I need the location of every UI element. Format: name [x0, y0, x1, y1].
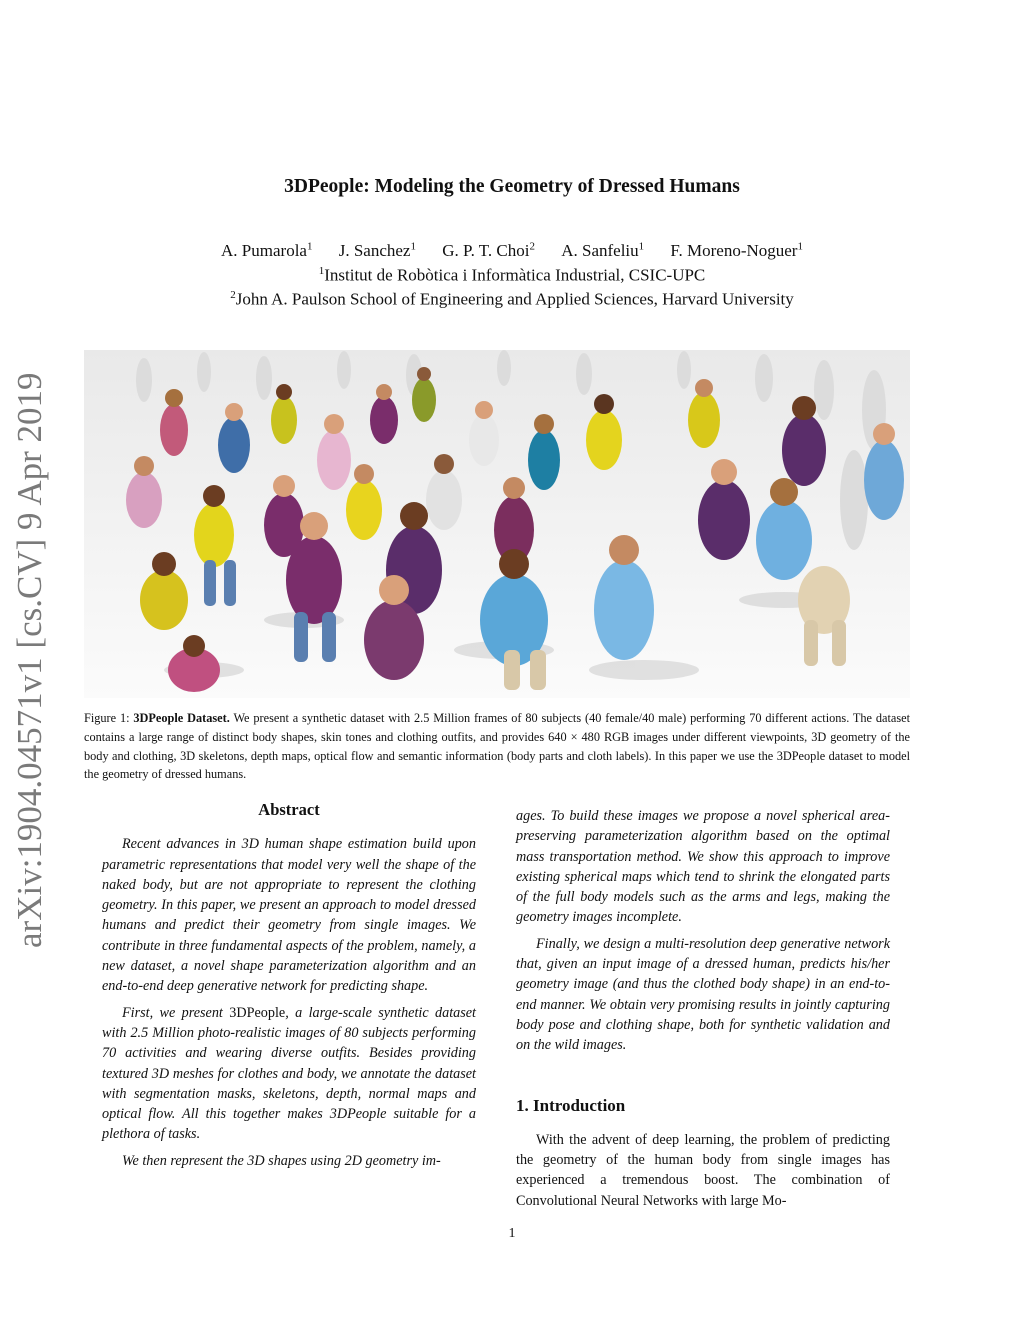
author-name: G. P. T. Choi: [442, 240, 530, 260]
author-affil-mark: 1: [410, 240, 416, 252]
dataset-name: 3DPeople: [229, 1004, 286, 1021]
figure-caption-text: We present a synthetic dataset with 2.5 Million frames of 80 subjects (40 female/40 male) performing 70 different actions. The dataset contains a large range of distinct body shapes, skin tones and clothing outfits, and provides 640 × 480 RGB images under different viewpoints, 3D geometry of the body and clothing, 3D skeletons, depth maps, optical flow and semantic information (body parts and cloth labels). In this paper we use the 3DPeople dataset to model the geometry of dressed humans.: [84, 711, 911, 782]
abstract-heading: Abstract: [258, 800, 320, 819]
affil-mark: 2: [230, 289, 236, 301]
affil-text: John A. Paulson School of Engineering and Applied Sciences, Harvard University: [235, 289, 794, 309]
author-list: [0, 240, 1024, 261]
abstract-paragraph-4: Finally, we design a multi-resolution deep generative network that, given an input image of a dressed human, predicts his/her geometry image (and thus the clothed body shape) in an end-to-end manner. We obtain very promising results in jointly capturing body pose and clothing shape, both for synthetic validation and on the wild images.: [516, 935, 890, 1054]
affil-mark: 1: [318, 265, 325, 277]
figure-label: Figure 1:: [84, 711, 130, 725]
figure-caption: [84, 709, 910, 784]
author-name: A. Sanfeliu: [561, 240, 639, 260]
author-name: J. Sanchez: [338, 240, 411, 260]
crowd-illustration: [84, 350, 910, 698]
affiliation-2: [0, 289, 1024, 310]
author-affil-mark: 2: [529, 240, 535, 252]
abstract-paragraph-3: We then represent the 3D shapes using 2D geometry im-: [122, 1152, 441, 1169]
teaser-figure-image: [84, 350, 910, 698]
introduction-paragraph-1: With the advent of deep learning, the problem of predicting the geometry of the human body from single images has experienced a tremendous boost. The combination of Convolutional Neural Networks with large Mo-: [516, 1131, 890, 1209]
affiliation-1: [0, 265, 1024, 286]
author-sanfeliu: [561, 241, 644, 260]
author-name: F. Moreno-Noguer: [670, 240, 798, 260]
author-sanchez: [339, 241, 416, 260]
author-affil-mark: 1: [797, 240, 803, 252]
right-column: [516, 806, 890, 1211]
figure-caption-bold: 3DPeople Dataset.: [133, 711, 230, 725]
abstract-p2-post: , a large-scale synthetic dataset with 2.5 Million photo-realistic images of 80 subjects performing 70 activities and wearing diverse outfits. Besides providing textured 3D meshes for clothes and body, we annotate the dataset with segmentation masks, skeletons, depth, normal maps and optical flow. All this together makes 3DPeople suitable for a plethora of tasks.: [102, 1004, 476, 1143]
author-affil-mark: 1: [306, 240, 313, 252]
abstract-paragraph-2: [102, 1003, 476, 1145]
introduction-heading: 1. Introduction: [516, 1095, 626, 1115]
left-column: [102, 800, 476, 1171]
abstract-paragraph-3-continued: ages. To build these images we propose a novel spherical area-preserving parameterization algorithm based on the optimal mass transportation method. We show this approach to improve existing spherical maps which tend to shrink the elongated parts of the full body models such as the arms and legs, making the geometry images incomplete.: [516, 808, 890, 926]
abstract-p2-pre: First, we present: [122, 1004, 230, 1021]
author-choi: [442, 241, 535, 260]
paper-title: 3DPeople: Modeling the Geometry of Dressed Humans: [284, 176, 740, 197]
author-pumarola: [221, 241, 312, 260]
abstract-paragraph-1: Recent advances in 3D human shape estimation build upon parametric representations that model very well the shape of the naked body, but are not appropriate to represent the clothing geometry. In this paper, we present an approach to model dressed humans and predict their geometry from single images. We contribute in three fundamental aspects of the problem, namely, a new dataset, a novel shape parameterization algorithm and an end-to-end deep generative network for predicting shape.: [102, 836, 476, 995]
author-moreno-noguer: [670, 241, 803, 260]
author-affil-mark: 1: [638, 240, 645, 252]
arxiv-identifier: arXiv:1904.04571v1 [cs.CV] 9 Apr 2019: [10, 372, 49, 948]
page-number: 1: [508, 1226, 516, 1241]
affil-text: Institut de Robòtica i Informàtica Industrial, CSIC-UPC: [324, 265, 706, 285]
author-name: A. Pumarola: [221, 240, 307, 260]
